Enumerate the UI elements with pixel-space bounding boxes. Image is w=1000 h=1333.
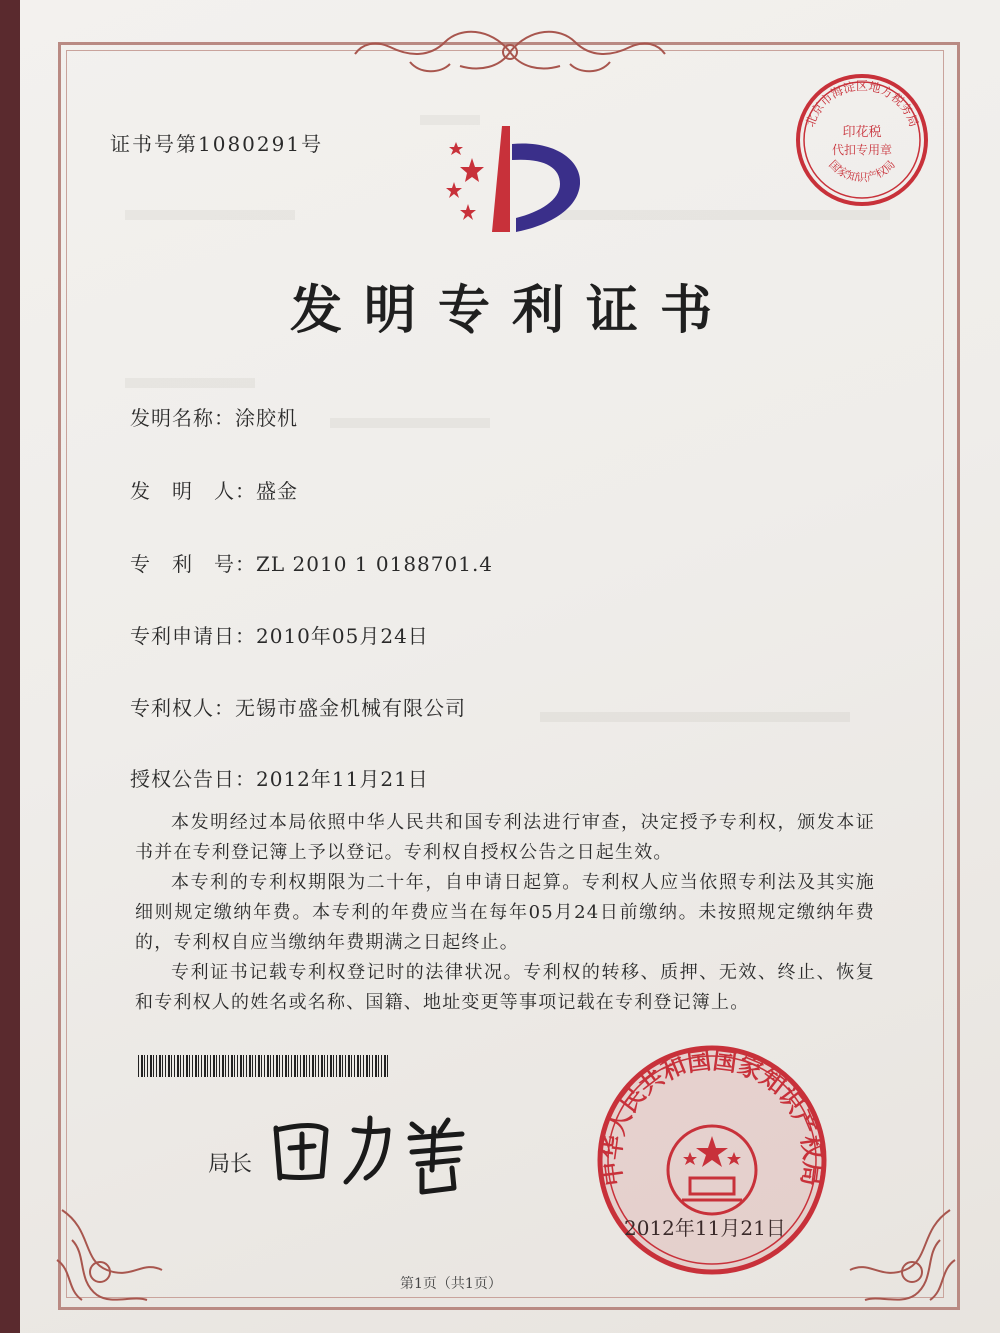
field-label: 发 明 人： [130,479,256,503]
body-paragraph: 本发明经过本局依照中华人民共和国专利法进行审查，决定授予专利权，颁发本证书并在专利登记簿上予以登记。专利权自授权公告之日起生效。 [135,812,875,863]
field-label: 发明名称： [130,406,235,430]
field-value: 盛金 [256,479,298,503]
director-signature [262,1108,492,1198]
field-value: 无锡市盛金机械有限公司 [235,696,466,720]
field-grant-date [130,763,429,792]
tax-stamp-center-line2: 代扣专用章 [831,143,893,157]
field-value: ZL 2010 1 0188701.4 [256,552,494,576]
certificate-body [135,808,875,1018]
show-through-mark [560,210,890,220]
show-through-mark [125,210,295,220]
field-value: 2010年05月24日 [256,624,429,648]
show-through-mark [540,712,850,722]
tax-stamp-center-line1: 印花税 [842,125,882,140]
field-patent-number [130,548,493,577]
field-inventor [130,475,298,504]
field-patentee [130,692,466,721]
director-label: 局长 [208,1152,253,1177]
seal-date: 2012年11月21日 [624,1216,786,1240]
tax-stamp-ring-bottom-text: 国家知识产权局 [826,157,898,185]
seal-org-text: 中华人民共和国国家知识产权局 [597,1046,827,1188]
field-application-date [130,620,429,649]
field-value: 2012年11月21日 [256,767,429,791]
certificate-number: 证书号第1080291号 [110,132,324,156]
corner-ornament-bottom-left [52,1200,172,1310]
barcode [138,1055,390,1077]
corner-ornament-bottom-right [840,1200,960,1310]
top-ornament [350,22,670,82]
body-paragraph: 本专利的专利权期限为二十年，自申请日起算。专利权人应当依照专利法及其实施细则规定缴纳年费。本专利的年费应当在每年05月24日前缴纳。未按照规定缴纳年费的，专利权自应当缴纳年费期满之日起终止。 [135,872,875,953]
field-invention-name [130,402,298,431]
field-label: 授权公告日： [130,767,256,791]
field-value: 涂胶机 [235,406,298,430]
show-through-mark [330,418,490,428]
tax-stamp [792,70,932,210]
field-label: 专利权人： [130,696,235,720]
certificate-title: 发明专利证书 [290,280,735,341]
tax-stamp-ring-text: 北京市海淀区地方税务局 [802,79,922,129]
official-seal [592,1040,832,1280]
field-label: 专 利 号： [130,552,256,576]
show-through-mark [125,378,255,388]
field-label: 专利申请日： [130,624,256,648]
page-indicator: 第1页（共1页） [400,1276,502,1292]
svg-text:国家知识产权局 [826,158,898,184]
body-paragraph: 专利证书记载专利权登记时的法律状况。专利权的转移、质押、无效、终止、恢复和专利权人的姓名或名称、国籍、地址变更等事项记载在专利登记簿上。 [135,962,875,1013]
svg-text:北京市海淀区地方税务局 [803,78,921,128]
patent-office-logo [432,122,592,252]
